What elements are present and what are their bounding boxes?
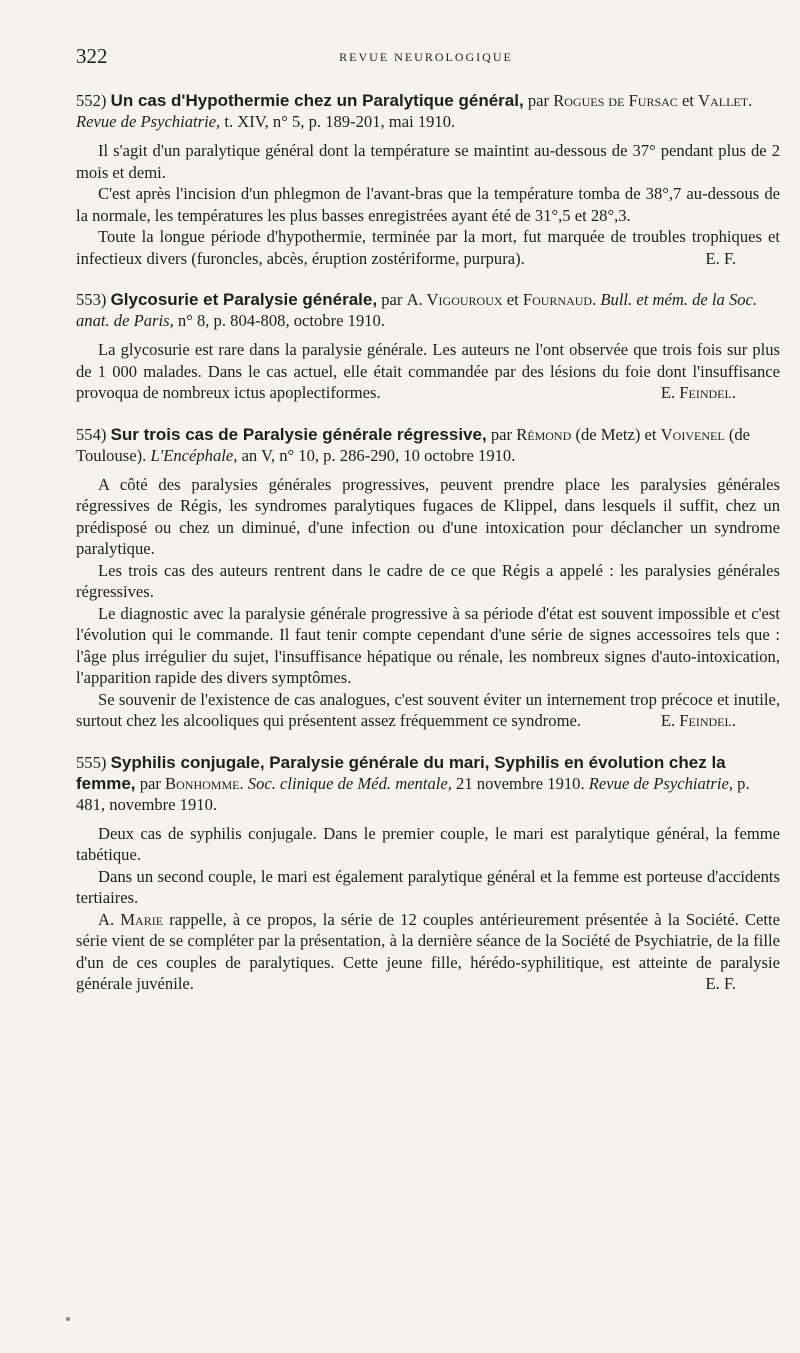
running-title: REVUE NEUROLOGIQUE xyxy=(339,50,513,64)
article-heading xyxy=(76,90,780,132)
signature: E. Feindel. xyxy=(660,711,736,730)
body-paragraph: A côté des paralysies générales progressives, peuvent prendre place les paralysies générales régressives de Régis, les syndromes paralytiques fugaces de Klippel, dans lesquels il suffit, chez un prédisposé ou chez un diminué, d'une infection ou d'une intoxication pour déclancher un syndrome paralytique. xyxy=(76,474,780,558)
journal-name: Bull. et mém. de la Soc. anat. de Paris, xyxy=(76,290,758,330)
article-heading xyxy=(76,752,780,815)
by-word: par xyxy=(527,91,550,110)
author-name: A. Marie xyxy=(98,909,164,929)
body-paragraph: Dans un second couple, le mari est également paralytique général et la femme est porteuse d'accidents tertiaires. xyxy=(76,866,780,907)
by-word: par xyxy=(381,290,403,309)
body-paragraph-final xyxy=(76,339,780,404)
page-number: 322 xyxy=(76,44,108,68)
journal-reference: t. XIV, n° 5, p. 189-201, mai 1910. xyxy=(224,112,456,131)
paragraph-text: rappelle, à ce propos, la série de 12 couples antérieurement présentée à la Société. Cette série vient de se compléter par la présentation, à la dernière séance de la Société de Psychiatrie, de la fille d'un de ces couples de paralytiques. Cette jeune fille, hérédo-syphilitique, est atteinte de paralysie générale juvénile. xyxy=(76,909,780,993)
article-553 xyxy=(76,289,780,404)
author-name: Voivenel xyxy=(660,424,725,444)
and-word: et xyxy=(681,91,694,110)
journal-reference: p. 481, novembre 1910. xyxy=(76,773,750,814)
article-title: Glycosurie et Paralysie générale, xyxy=(110,290,378,309)
paragraph-text: La glycosurie est rare dans la paralysie générale. Les auteurs ne l'ont observée que trois fois sur plus de 1 000 malades. Dans le cas actuel, elle était commandée par des lésions du foie dont l'insuffisance provoqua de nombreux ictus apoplectiformes. xyxy=(76,340,780,402)
body-paragraph: C'est après l'incision d'un phlegmon de l'avant-bras que la température tomba de 38°,7 au-dessous de la normale, les températures les plus basses enregistrées ayant été de 31°,5 et 28°,3. xyxy=(76,184,780,225)
author-name: Rémond xyxy=(516,424,572,444)
article-heading xyxy=(76,424,780,466)
author-name: A. Vigouroux xyxy=(406,290,503,309)
article-555 xyxy=(76,752,780,995)
article-number: 555) xyxy=(76,752,107,772)
author-name: Bonhomme. xyxy=(165,773,244,793)
journal-name: L'Encéphale, xyxy=(150,445,238,465)
body-paragraph: Le diagnostic avec la paralysie générale progressive à sa période d'état est souvent impossible et c'est l'évolution qui le commande. Il faut tenir compte cependant d'une série de signes accessoires tels que : l'âge plus irrégulier du sujet, l'insuffisance hépatique ou rénale, les nombreux signes d'auto-intoxication, l'apparition rapide des divers symptômes. xyxy=(76,603,780,687)
article-title: Un cas d'Hypothermie chez un Paralytique général, xyxy=(110,91,524,110)
by-word: par xyxy=(139,773,161,793)
and-word: et xyxy=(506,290,519,309)
author-name: Rogues de Fursac xyxy=(553,91,678,110)
author-place: (de Toulouse). xyxy=(76,424,751,465)
body-paragraph: Les trois cas des auteurs rentrent dans le cadre de ce que Régis a appelé : les paralysies générales régressives. xyxy=(76,560,780,601)
journal-reference: an V, n° 10, p. 286-290, 10 octobre 1910. xyxy=(241,445,516,465)
article-number: 552) xyxy=(76,91,107,110)
journal-date: 21 novembre 1910. xyxy=(456,773,585,793)
paragraph-text: Toute la longue période d'hypothermie, terminée par la mort, fut marquée de troubles trophiques et infectieux divers (furoncles, abcès, éruption zostériforme, purpura). xyxy=(76,227,780,268)
page-header xyxy=(76,44,776,74)
author-name: Fournaud. xyxy=(522,290,597,309)
journal-reference: n° 8, p. 804-808, octobre 1910. xyxy=(177,311,385,330)
body-paragraph-final xyxy=(76,909,780,995)
article-title: Syphilis conjugale, Paralysie générale du mari, Syphilis en évolution chez la femme, xyxy=(76,752,726,793)
article-number: 554) xyxy=(76,424,107,444)
article-554 xyxy=(76,424,780,732)
body-paragraph-final xyxy=(76,689,780,732)
signature: E. F. xyxy=(705,248,736,268)
by-word: par xyxy=(490,424,513,444)
signature: E. Feindel. xyxy=(660,383,736,402)
body-paragraph-final xyxy=(76,226,780,269)
page-content xyxy=(76,90,780,1015)
journal-name: Soc. clinique de Méd. mentale, xyxy=(247,773,452,793)
journal-name: Revue de Psychiatrie, xyxy=(76,112,221,131)
article-title: Sur trois cas de Paralysie générale régressive, xyxy=(110,424,487,444)
body-paragraph: Il s'agit d'un paralytique général dont la température se maintint au-dessous de 37° pendant plus de 2 mois et demi. xyxy=(76,141,780,182)
body-paragraph: Deux cas de syphilis conjugale. Dans le premier couple, le mari est paralytique général, la femme tabétique. xyxy=(76,823,780,864)
paragraph-text: Se souvenir de l'existence de cas analogues, c'est souvent éviter un internement trop précoce et inutile, surtout chez les alcooliques qui présentent assez fréquemment ce syndrome. xyxy=(76,689,780,730)
ink-speck xyxy=(66,1317,70,1321)
signature: E. F. xyxy=(705,974,736,993)
article-552 xyxy=(76,90,780,269)
article-number: 553) xyxy=(76,290,107,309)
journal-name: Revue de Psychiatrie, xyxy=(588,773,733,793)
article-heading xyxy=(76,289,780,331)
author-name: Vallet. xyxy=(698,91,753,110)
author-place: (de Metz) et xyxy=(575,424,657,444)
